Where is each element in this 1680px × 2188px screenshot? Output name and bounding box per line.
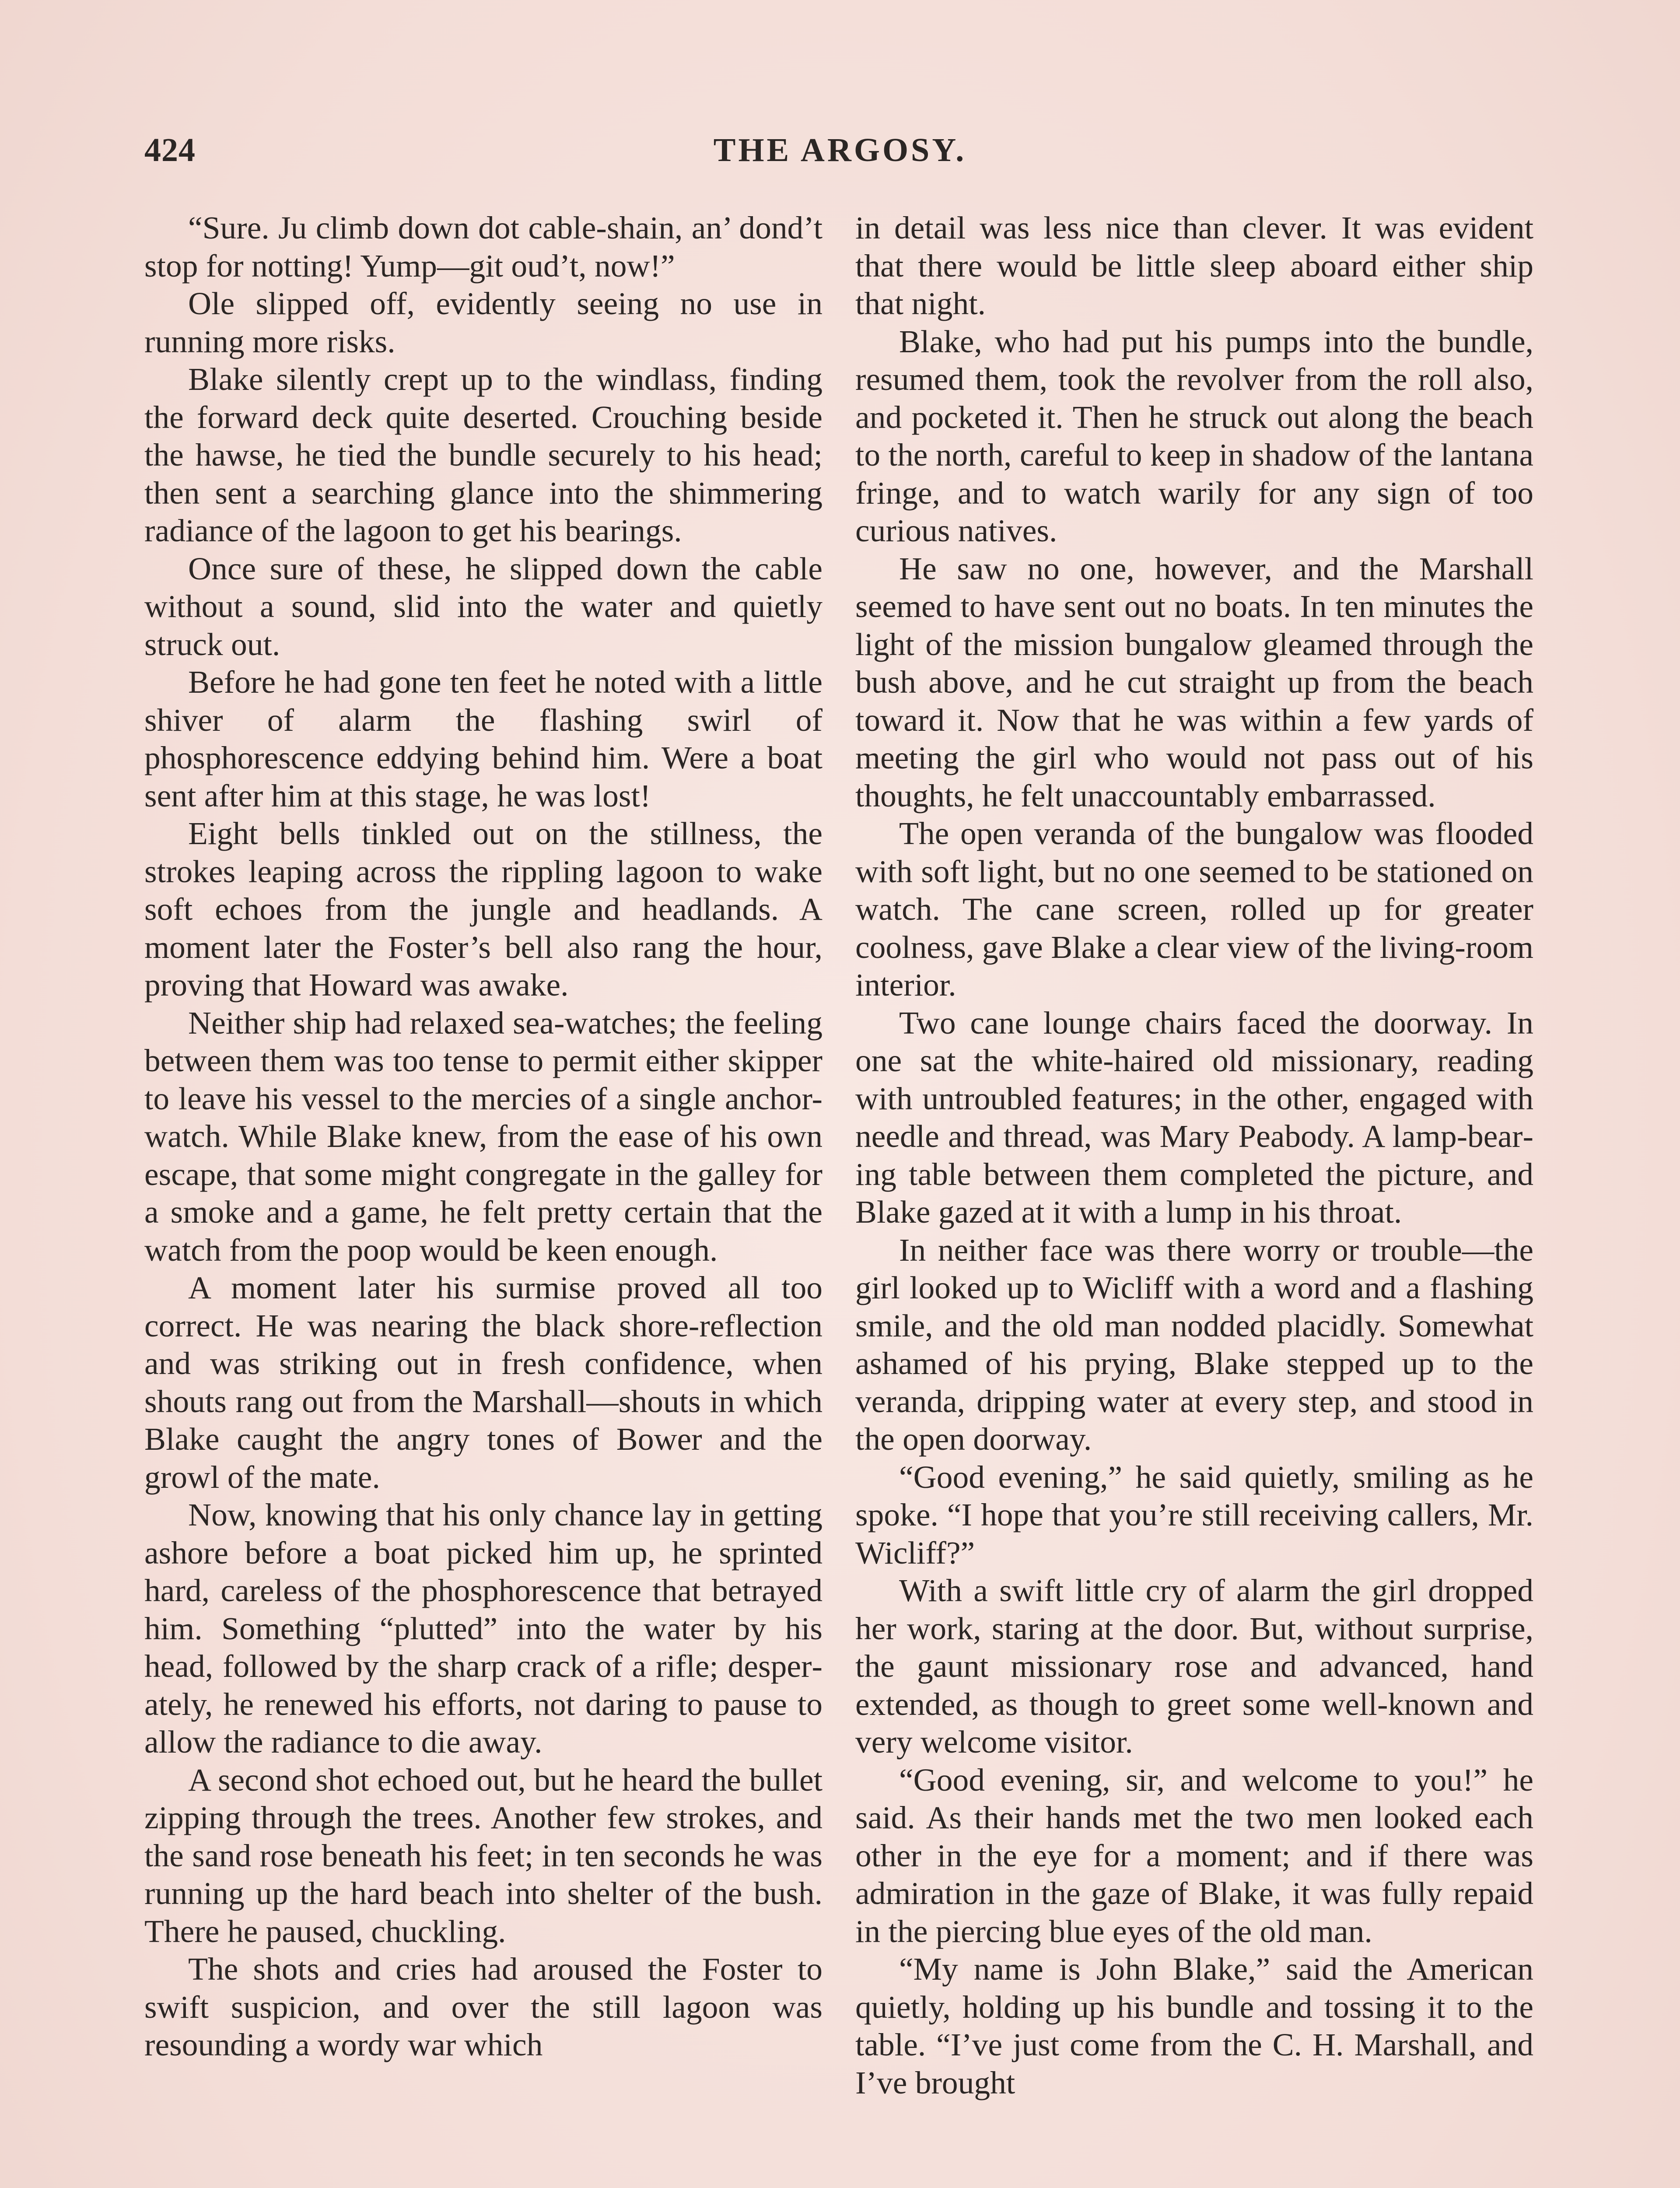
paragraph: He saw no one, however, and the Marshall seemed to have sent out no boats. In ten minutes the light of the mission bungalow gleamed through the bush above, and he cut straight up from the beach toward it. Now that he was within a few yards of meeting the girl who would not pass out of his thoughts, he felt unaccountably embarrassed. xyxy=(855,551,1533,813)
paragraph: In neither face was there worry or trouble—the girl looked up to Wicliff with a word and a flashing smile, and the old man nodded placidly. Somewhat ashamed of his prying, Blake stepped up to the veranda, dripping water at every step, and stood in the open doorway. xyxy=(855,1232,1533,1457)
paragraph: Ole slipped off, evidently seeing no use in running more risks. xyxy=(144,286,822,359)
left-column xyxy=(144,209,822,2064)
right-column xyxy=(855,209,1533,2102)
running-head: THE ARGOSY. xyxy=(713,132,967,168)
paragraph: The open veranda of the bungalow was flooded with soft light, but no one seemed to be stationed on watch. The cane screen, rolled up for greater coolness, gave Blake a clear view of the living-room interior. xyxy=(855,816,1533,1003)
paragraph: A second shot echoed out, but he heard the bullet zipping through the trees. Another few strokes, and the sand rose beneath his feet; in ten seconds he was running up the hard beach into shelter of the bush. There he paused, chuckling. xyxy=(144,1762,822,1949)
page-number: 424 xyxy=(144,132,196,168)
paragraph: With a swift little cry of alarm the girl dropped her work, staring at the door. But, without surprise, the gaunt missionary rose and advanced, hand extended, as though to greet some well-known and very welcome visitor. xyxy=(855,1573,1533,1760)
paragraph: Blake, who had put his pumps into the bundle, resumed them, took the revolver from the roll also, and pocketed it. Then he struck out along the beach to the north, careful to keep in shadow of the lantana fringe, and to watch warily for any sign of too curious natives. xyxy=(855,323,1533,548)
paragraph: “Good evening, sir, and welcome to you!” he said. As their hands met the two men looked each other in the eye for a moment; and if there was admiration in the gaze of Blake, it was fully repaid in the piercing blue eyes of the old man. xyxy=(855,1762,1533,1949)
paragraph: “Sure. Ju climb down dot cable-shain, an’ dond’t stop for notting! Yump—git oud’t, now!” xyxy=(144,210,822,284)
page-header xyxy=(144,131,1536,179)
paragraph: “Good evening,” he said quietly, smiling as he spoke. “I hope that you’re still receiving callers, Mr. Wicliff?” xyxy=(855,1459,1533,1571)
paragraph: Before he had gone ten feet he noted with a little shiver of alarm the flashing swirl of phosphorescence eddying behind him. Were a boat sent after him at this stage, he was lost! xyxy=(144,664,822,813)
paragraph: Two cane lounge chairs faced the doorway. In one sat the white-haired old missionary, reading with untroubled features; in the other, engaged with needle and thread, was Mary Peabody. A lamp-bearing table between them completed the picture, and Blake gazed at it with a lump in his throat. xyxy=(855,1005,1533,1230)
paragraph: Eight bells tinkled out on the stillness, the strokes leaping across the rippling lagoon to wake soft echoes from the jungle and headlands. A moment later the Foster’s bell also rang the hour, proving that Howard was awake. xyxy=(144,816,822,1003)
paragraph: in detail was less nice than clever. It was evident that there would be little sleep aboard either ship that night. xyxy=(855,210,1533,321)
paragraph: Blake silently crept up to the windlass, finding the forward deck quite deserted. Crouching beside the hawse, he tied the bundle securely to his head; then sent a searching glance into the shimmering radiance of the lagoon to get his bearings. xyxy=(144,361,822,548)
paragraph: The shots and cries had aroused the Foster to swift suspicion, and over the still lagoon was resounding a wordy war which xyxy=(144,1951,822,2062)
paragraph: A moment later his surmise proved all too correct. He was nearing the black shore-reflection and was striking out in fresh confidence, when shouts rang out from the Marshall—shouts in which Blake caught the angry tones of Bower and the growl of the mate. xyxy=(144,1270,822,1495)
paragraph: Neither ship had relaxed sea-watches; the feeling between them was too tense to permit either skipper to leave his vessel to the mercies of a single anchor-watch. While Blake knew, from the ease of his own escape, that some might congregate in the galley for a smoke and a game, he felt pretty certain that the watch from the poop would be keen enough. xyxy=(144,1005,822,1268)
paragraph: “My name is John Blake,” said the American quietly, holding up his bundle and tossing it to the table. “I’ve just come from the C. H. Marshall, and I’ve brought xyxy=(855,1951,1533,2100)
paragraph: Now, knowing that his only chance lay in getting ashore before a boat picked him up, he sprinted hard, careless of the phosphorescence that betrayed him. Something “plutted” into the water by his head, followed by the sharp crack of a rifle; desperately, he renewed his efforts, not daring to pause to allow the radiance to die away. xyxy=(144,1497,822,1760)
paragraph: Once sure of these, he slipped down the cable without a sound, slid into the water and quietly struck out. xyxy=(144,551,822,662)
